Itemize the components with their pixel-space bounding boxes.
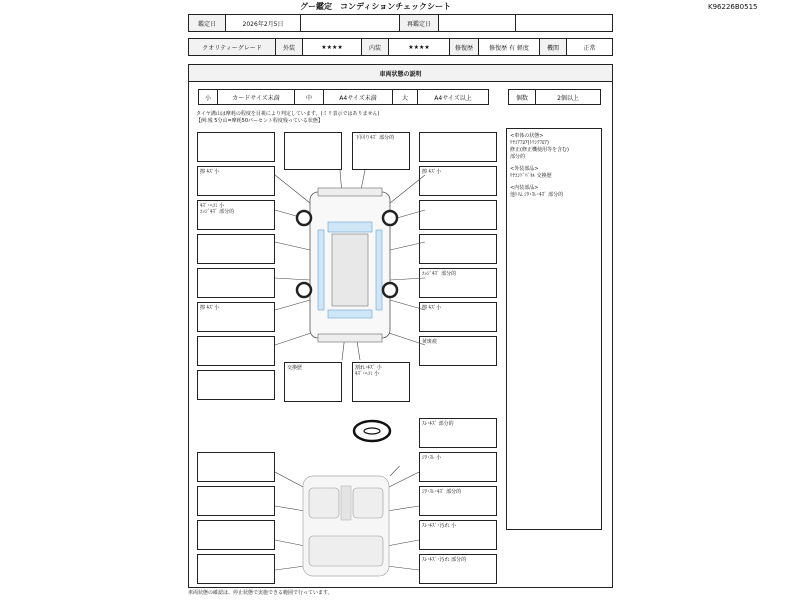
- car-exterior-diagram: [270, 170, 430, 360]
- exterior-note: 擦 ｷｽﾞ小: [200, 305, 220, 311]
- exterior-note: 擦 ｷｽﾞ小: [422, 169, 442, 175]
- footer-note: 車両状態の確認は、停止状態で実施できる範囲で行っています。: [188, 590, 333, 596]
- exterior-box-right-7: [419, 336, 497, 366]
- exterior-note: 黄斑痕: [422, 339, 438, 345]
- remarks-line: ﾘﾔｺｱﾌﾛｱ(ﾄﾗﾝｸﾌﾛｱ): [510, 140, 549, 146]
- exterior-note: 擦 ｷｽﾞ小: [200, 169, 220, 175]
- interior-note: ｽﾚ･ｷｽﾞ･汚れ 小: [422, 523, 457, 529]
- interior-box-right-5: [419, 554, 497, 584]
- tire-note: タイヤ溝山は摩耗の程度を目視により判定しています。(ミリ表示ではありません): [196, 111, 380, 117]
- interior-box-left-3: [197, 520, 275, 550]
- redate-empty-cell: [515, 14, 613, 32]
- exterior-box-left-4: [197, 234, 275, 264]
- exterior-note: 交換歴: [287, 365, 303, 371]
- exterior-box-right-2: [419, 166, 497, 196]
- interior-box-left-4: [197, 554, 275, 584]
- date-empty-cell: [300, 14, 400, 32]
- exterior-box-right-1: [419, 132, 497, 162]
- legend-count-desc: 2個以上: [535, 89, 601, 105]
- date-value: 2026年2月5日: [225, 14, 301, 32]
- interior-box-right-1: [419, 418, 497, 448]
- exterior-box-left-7: [197, 336, 275, 366]
- remarks-line: ﾘﾔｴﾝﾄﾞﾊﾟﾈﾙ 交換歴: [510, 173, 552, 179]
- interior-grade: ★★★★: [388, 38, 450, 56]
- exterior-note: 下回りｷｽﾞ 部分的: [355, 135, 395, 141]
- interior-box-left-1: [197, 452, 275, 482]
- repair-history-label: 修復歴: [449, 38, 479, 56]
- exterior-box-left-6: [197, 302, 275, 332]
- sheet-code: K96226B0515: [708, 3, 758, 11]
- engine-label: 機関: [539, 38, 567, 56]
- exterior-box-right-5: [419, 268, 497, 298]
- exterior-box-bottom-1: [284, 362, 342, 402]
- redate-label: 再鑑定日: [399, 14, 439, 32]
- exterior-grade: ★★★★: [302, 38, 362, 56]
- exterior-note: ｴｯｼﾞｷｽﾞ 部分的: [200, 209, 235, 215]
- interior-box-right-4: [419, 520, 497, 550]
- interior-note: ｽﾚ･ｷｽﾞ･汚れ 部分的: [422, 557, 467, 563]
- exterior-box-left-8: [197, 370, 275, 400]
- exterior-label: 外装: [275, 38, 303, 56]
- legend-large: 大: [392, 89, 418, 105]
- remarks-line: <車体の状態>: [510, 133, 544, 139]
- interior-label: 内装: [361, 38, 389, 56]
- interior-box-right-3: [419, 486, 497, 516]
- exterior-box-left-3: [197, 200, 275, 230]
- legend-medium-desc: A4サイズ未満: [323, 89, 393, 105]
- steering-wheel-icon: [352, 418, 392, 444]
- remarks-line: 修正(修正機使用等を含む): [510, 147, 569, 153]
- tire-example: 【例:残 5分山=摩耗50パーセント程度残っている状態】: [196, 118, 323, 124]
- legend-small: 小: [198, 89, 218, 105]
- legend-small-desc: カードサイズ未満: [217, 89, 295, 105]
- exterior-box-right-6: [419, 302, 497, 332]
- exterior-note: 割れ･ｷｽﾞ 小: [355, 365, 382, 371]
- legend-count: 個数: [508, 89, 536, 105]
- exterior-box-left-2: [197, 166, 275, 196]
- exterior-note: ｴｯｼﾞｷｽﾞ 部分的: [422, 271, 457, 277]
- interior-box-left-2: [197, 486, 275, 516]
- section-title: 車両状態の説明: [188, 64, 613, 82]
- interior-note: ｽﾚ･ｷｽﾞ 部分的: [422, 421, 454, 427]
- exterior-note: ｷｽﾞ･ﾍｺﾐ 小: [355, 371, 380, 377]
- exterior-note: 擦 ｷｽﾞ小: [422, 305, 442, 311]
- interior-box-right-2: [419, 452, 497, 482]
- repair-history-value: 修復歴 有 軽度: [478, 38, 540, 56]
- remarks-line: <内装部品>: [510, 185, 539, 191]
- legend-medium: 中: [294, 89, 324, 105]
- interior-note: ｼﾜ･ｽﾚ･ｷｽﾞ 部分的: [422, 489, 462, 495]
- redate-value: [438, 14, 516, 32]
- legend-large-desc: A4サイズ以上: [417, 89, 489, 105]
- quality-grade-label: クオリティーグレード: [188, 38, 276, 56]
- exterior-box-bottom-2: [352, 362, 410, 402]
- remarks-line: <外装部品>: [510, 166, 539, 172]
- exterior-box-left-1: [197, 132, 275, 162]
- engine-value: 正常: [566, 38, 613, 56]
- sheet-title: グー鑑定 コンディションチェックシート: [300, 2, 451, 11]
- interior-note: ｼﾜ･ｽﾚ 小: [422, 455, 442, 461]
- car-interior-diagram: [275, 466, 419, 586]
- exterior-box-left-5: [197, 268, 275, 298]
- date-label: 鑑定日: [188, 14, 226, 32]
- exterior-box-right-4: [419, 234, 497, 264]
- remarks-line: 部分的: [510, 154, 526, 160]
- remarks-line: 他ﾄﾘﾑ ｼﾜ･ｽﾚ･ｷｽﾞ 部分的: [510, 192, 564, 198]
- exterior-box-top-2: [352, 132, 410, 170]
- exterior-box-right-3: [419, 200, 497, 230]
- exterior-box-top-1: [284, 132, 342, 170]
- exterior-note: ｷｽﾞ･ﾍｺﾐ 小: [200, 203, 225, 209]
